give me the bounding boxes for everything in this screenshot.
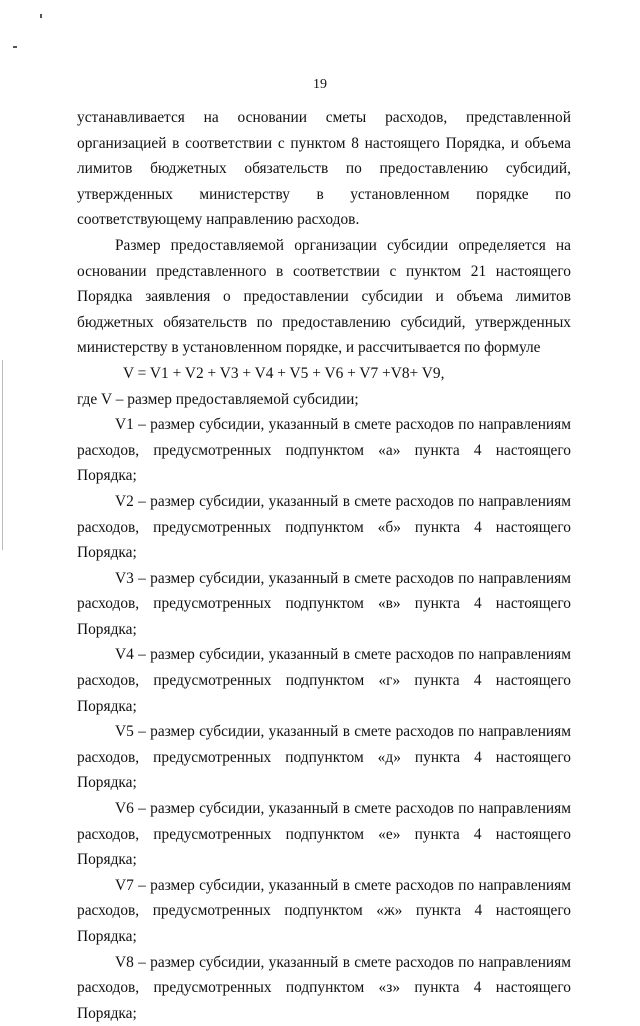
paragraph-continuation: устанавливается на основании сметы расходов, представленной организацией в соответствии с пунктом 8 настоящего Порядка, и объема лимитов бюджетных обязательств по предоставлению субсидий, утвержденных министерству в установленном порядке по соответствующему направлению расходов.: [77, 109, 571, 229]
definition-v1: V1 – размер субсидии, указанный в смете расходов по направлениям расходов, предусмотренных подпунктом «а» пункта 4 настоящего Порядка;: [77, 416, 571, 485]
scan-edge-line: [2, 360, 3, 550]
definition-v: где V – размер предоставляемой субсидии;: [77, 390, 359, 408]
paragraph-subsidy-size: Размер предоставляемой организации субсидии определяется на основании представленного в соответствии с пунктом 21 настоящего Порядка заявления о предоставлении субсидии и объема лимитов бюджетных обязательств по предоставлению субсидий, утвержденных министерству в установленном порядке, и рассчитывается по формуле: [77, 236, 571, 357]
definition-v8: V8 – размер субсидии, указанный в смете расходов по направлениям расходов, предусмотренных подпунктом «з» пункта 4 настоящего Порядка;: [77, 953, 571, 1022]
document-body: [77, 105, 571, 1026]
definition-v3: V3 – размер субсидии, указанный в смете расходов по направлениям расходов, предусмотренных подпунктом «в» пункта 4 настоящего Порядка;: [77, 569, 571, 638]
formula: V = V1 + V2 + V3 + V4 + V5 + V6 + V7 +V8+ V9,: [123, 364, 445, 382]
scan-speck: [40, 14, 42, 18]
page-number: 19: [313, 77, 327, 92]
scan-speck: [13, 46, 17, 48]
definition-v2: V2 – размер субсидии, указанный в смете расходов по направлениям расходов, предусмотренных подпунктом «б» пункта 4 настоящего Порядка;: [77, 492, 571, 562]
definition-v5: V5 – размер субсидии, указанный в смете расходов по направлениям расходов, предусмотренных подпунктом «д» пункта 4 настоящего Порядка;: [77, 723, 571, 792]
definition-v4: V4 – размер субсидии, указанный в смете расходов по направлениям расходов, предусмотренных подпунктом «г» пункта 4 настоящего Порядка;: [77, 646, 571, 715]
definition-v6: V6 – размер субсидии, указанный в смете расходов по направлениям расходов, предусмотренных подпунктом «е» пункта 4 настоящего Порядка;: [77, 800, 571, 869]
definition-v7: V7 – размер субсидии, указанный в смете расходов по направлениям расходов, предусмотренных подпунктом «ж» пункта 4 настоящего Порядка;: [77, 876, 571, 945]
